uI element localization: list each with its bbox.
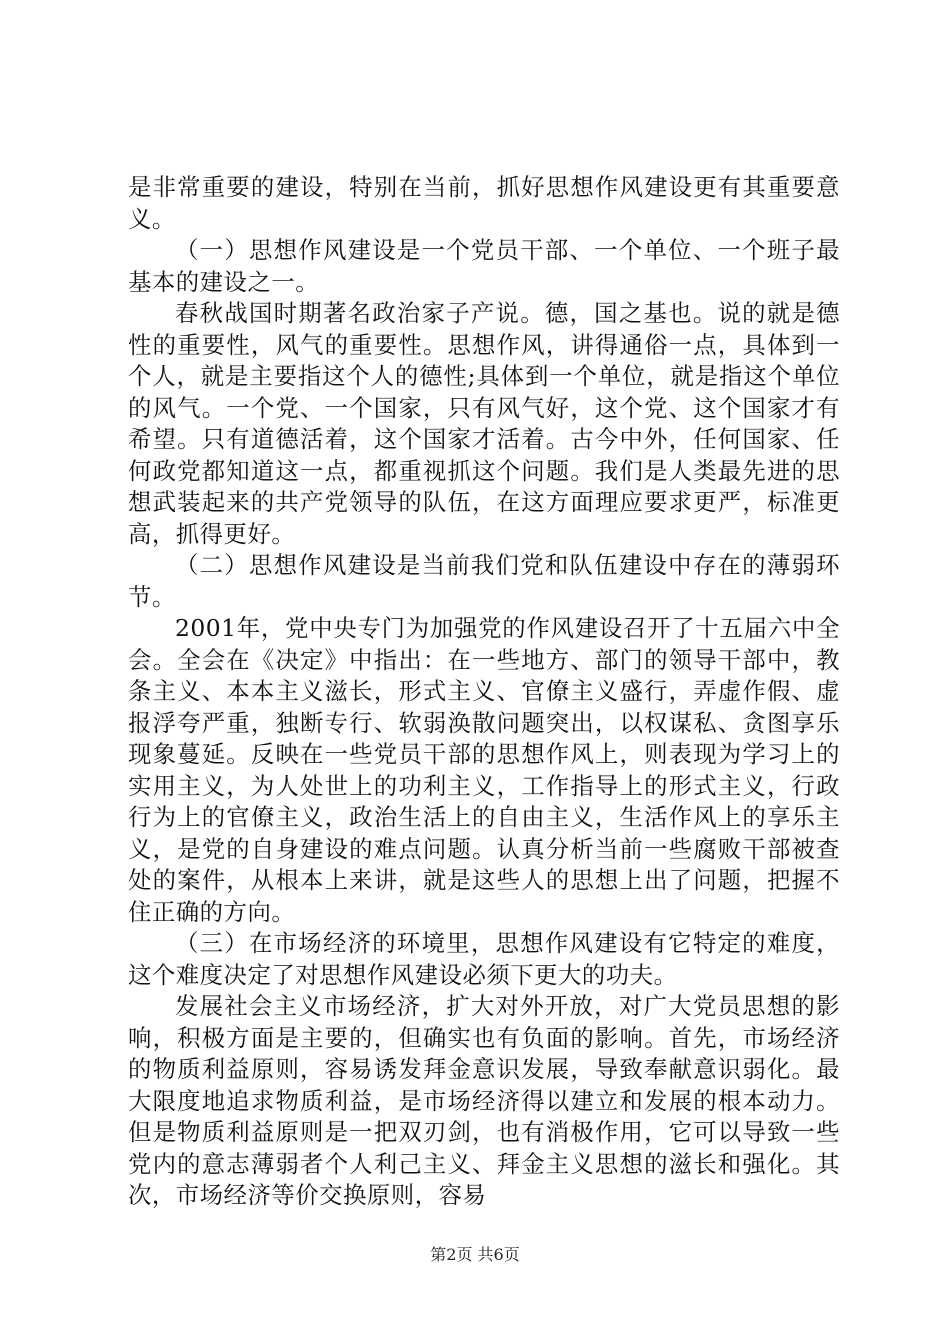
section-heading-1: （一）思想作风建设是一个党员干部、一个单位、一个班子最基本的建设之一。 [128, 236, 840, 296]
section-heading-3: （三）在市场经济的环境里，思想作风建设有它特定的难度，这个难度决定了对思想作风建设必须下更大的功夫。 [128, 929, 840, 989]
section-heading-2: （二）思想作风建设是当前我们党和队伍建设中存在的薄弱环节。 [128, 551, 840, 611]
page-number-footer: 第2页 共6页 [430, 1245, 520, 1264]
document-body [128, 172, 840, 1212]
paragraph-continuation: 是非常重要的建设，特别在当前，抓好思想作风建设更有其重要意义。 [128, 173, 840, 233]
paragraph-plenary: 2001年，党中央专门为加强党的作风建设召开了十五届六中全会。全会在《决定》中指出：在一些地方、部门的领导干部中，教条主义、本本主义滋长，形式主义、官僚主义盛行，弄虚作假、虚报浮夸严重，独断专行、软弱涣散问题突出，以权谋私、贪图享乐现象蔓延。反映在一些党员干部的思想作风上，则表现为学习上的实用主义，为人处世上的功利主义，工作指导上的形式主义，行政行为上的官僚主义，政治生活上的自由主义，生活作风上的享乐主义，是党的自身建设的难点问题。认真分析当前一些腐败干部被查处的案件，从根本上来讲，就是这些人的思想上出了问题，把握不住正确的方向。 [128, 614, 840, 926]
paragraph-market-economy: 发展社会主义市场经济，扩大对外开放，对广大党员思想的影响，积极方面是主要的，但确实也有负面的影响。首先，市场经济的物质利益原则，容易诱发拜金意识发展，导致奉献意识弱化。最大限度地追求物质利益，是市场经济得以建立和发展的根本动力。但是物质利益原则是一把双刃剑，也有消极作用，它可以导致一些党内的意志薄弱者个人利己主义、拜金主义思想的滋长和强化。其次，市场经济等价交换原则，容易 [128, 992, 840, 1209]
paragraph-zichan: 春秋战国时期著名政治家子产说。德，国之基也。说的就是德性的重要性，风气的重要性。思想作风，讲得通俗一点，具体到一个人，就是主要指这个人的德性;具体到一个单位，就是指这个单位的风气。一个党、一个国家，只有风气好，这个党、这个国家才有希望。只有道德活着，这个国家才活着。古今中外，任何国家、任何政党都知道这一点，都重视抓这个问题。我们是人类最先进的思想武装起来的共产党领导的队伍，在这方面理应要求更严，标准更高，抓得更好。 [128, 299, 840, 548]
